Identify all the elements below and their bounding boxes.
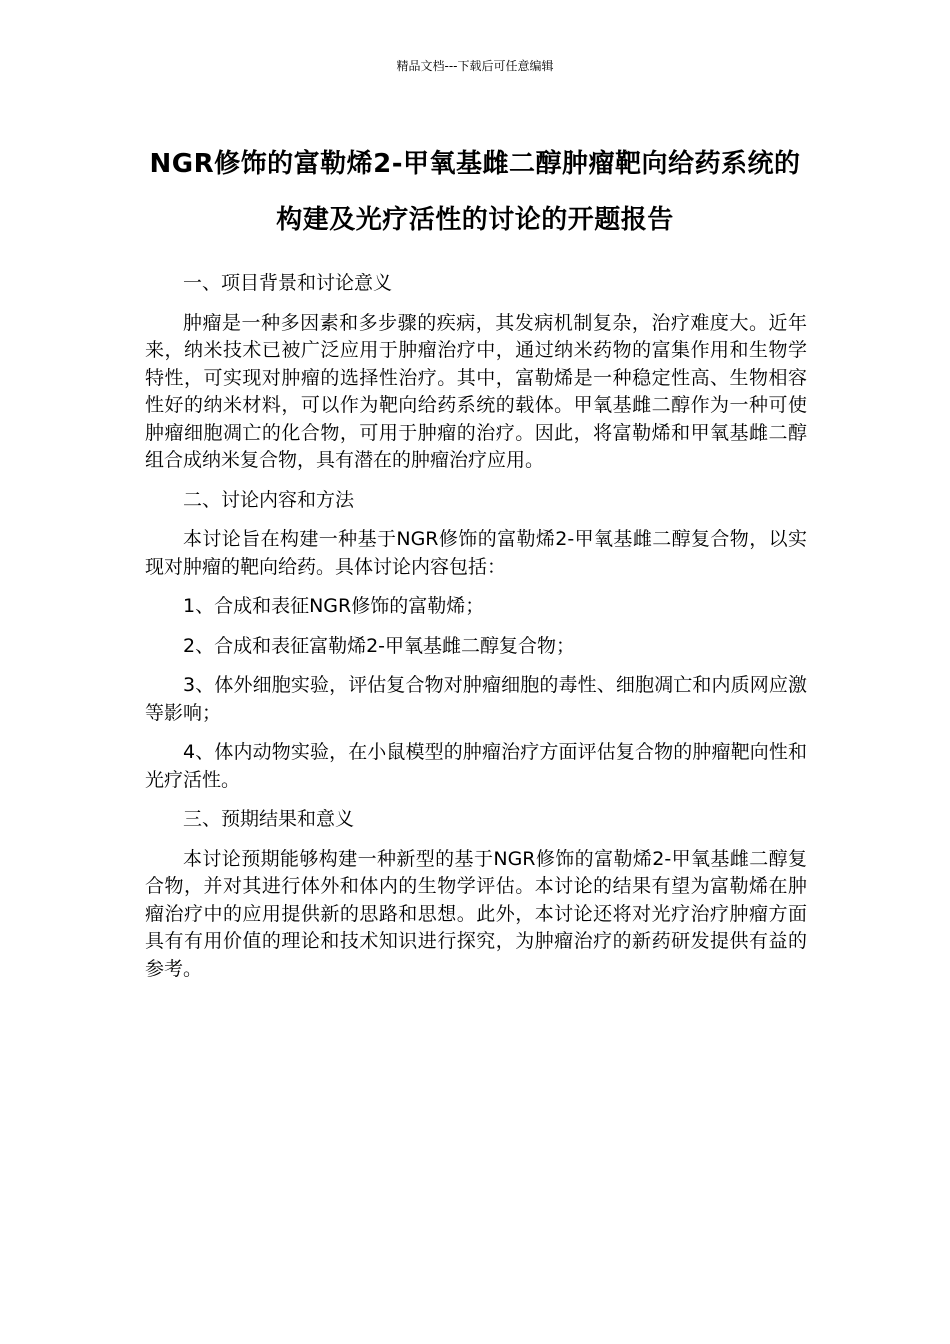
list-item-4: 4、体内动物实验，在小鼠模型的肿瘤治疗方面评估复合物的肿瘤靶向性和光疗活性。 (145, 741, 807, 791)
paragraph-background: 肿瘤是一种多因素和多步骤的疾病，其发病机制复杂，治疗难度大。近年来，纳米技术已被广泛应用于肿瘤治疗中，通过纳米药物的富集作用和生物学特性，可实现对肿瘤的选择性治疗。其中，富勒烯是一种稳定性高、生物相容性好的纳米材料，可以作为靶向给药系统的载体。甲氧基雌二醇作为一种可使肿瘤细胞凋亡的化合物，可用于肿瘤的治疗。因此，将富勒烯和甲氧基雌二醇组合成纳米复合物，具有潜在的肿瘤治疗应用。 (145, 311, 807, 471)
list-item-2: 2、合成和表征富勒烯2-甲氧基雌二醇复合物； (183, 634, 576, 657)
section-heading-content-methods: 二、讨论内容和方法 (183, 488, 355, 511)
document-body (145, 270, 807, 995)
header-note: 精品文档---下载后可任意编辑 (396, 59, 554, 73)
document-title: NGR修饰的富勒烯2-甲氧基雌二醇肿瘤靶向给药系统的构建及光疗活性的讨论的开题报告 (149, 149, 801, 235)
list-item-1: 1、合成和表征NGR修饰的富勒烯； (183, 595, 485, 617)
paragraph-content-intro: 本讨论旨在构建一种基于NGR修饰的富勒烯2-甲氧基雌二醇复合物，以实现对肿瘤的靶向给药。具体讨论内容包括： (145, 528, 807, 578)
section-heading-expected-results: 三、预期结果和意义 (183, 808, 355, 830)
section-heading-background: 一、项目背景和讨论意义 (183, 272, 393, 294)
list-item-3: 3、体外细胞实验，评估复合物对肿瘤细胞的毒性、细胞凋亡和内质网应激等影响； (145, 674, 807, 724)
paragraph-expected-results: 本讨论预期能够构建一种新型的基于NGR修饰的富勒烯2-甲氧基雌二醇复合物，并对其进行体外和体内的生物学评估。本讨论的结果有望为富勒烯在肿瘤治疗中的应用提供新的思路和思想。此外，本讨论还将对光疗治疗肿瘤方面具有有用价值的理论和技术知识进行探究，为肿瘤治疗的新药研发提供有益的参考。 (145, 847, 807, 980)
